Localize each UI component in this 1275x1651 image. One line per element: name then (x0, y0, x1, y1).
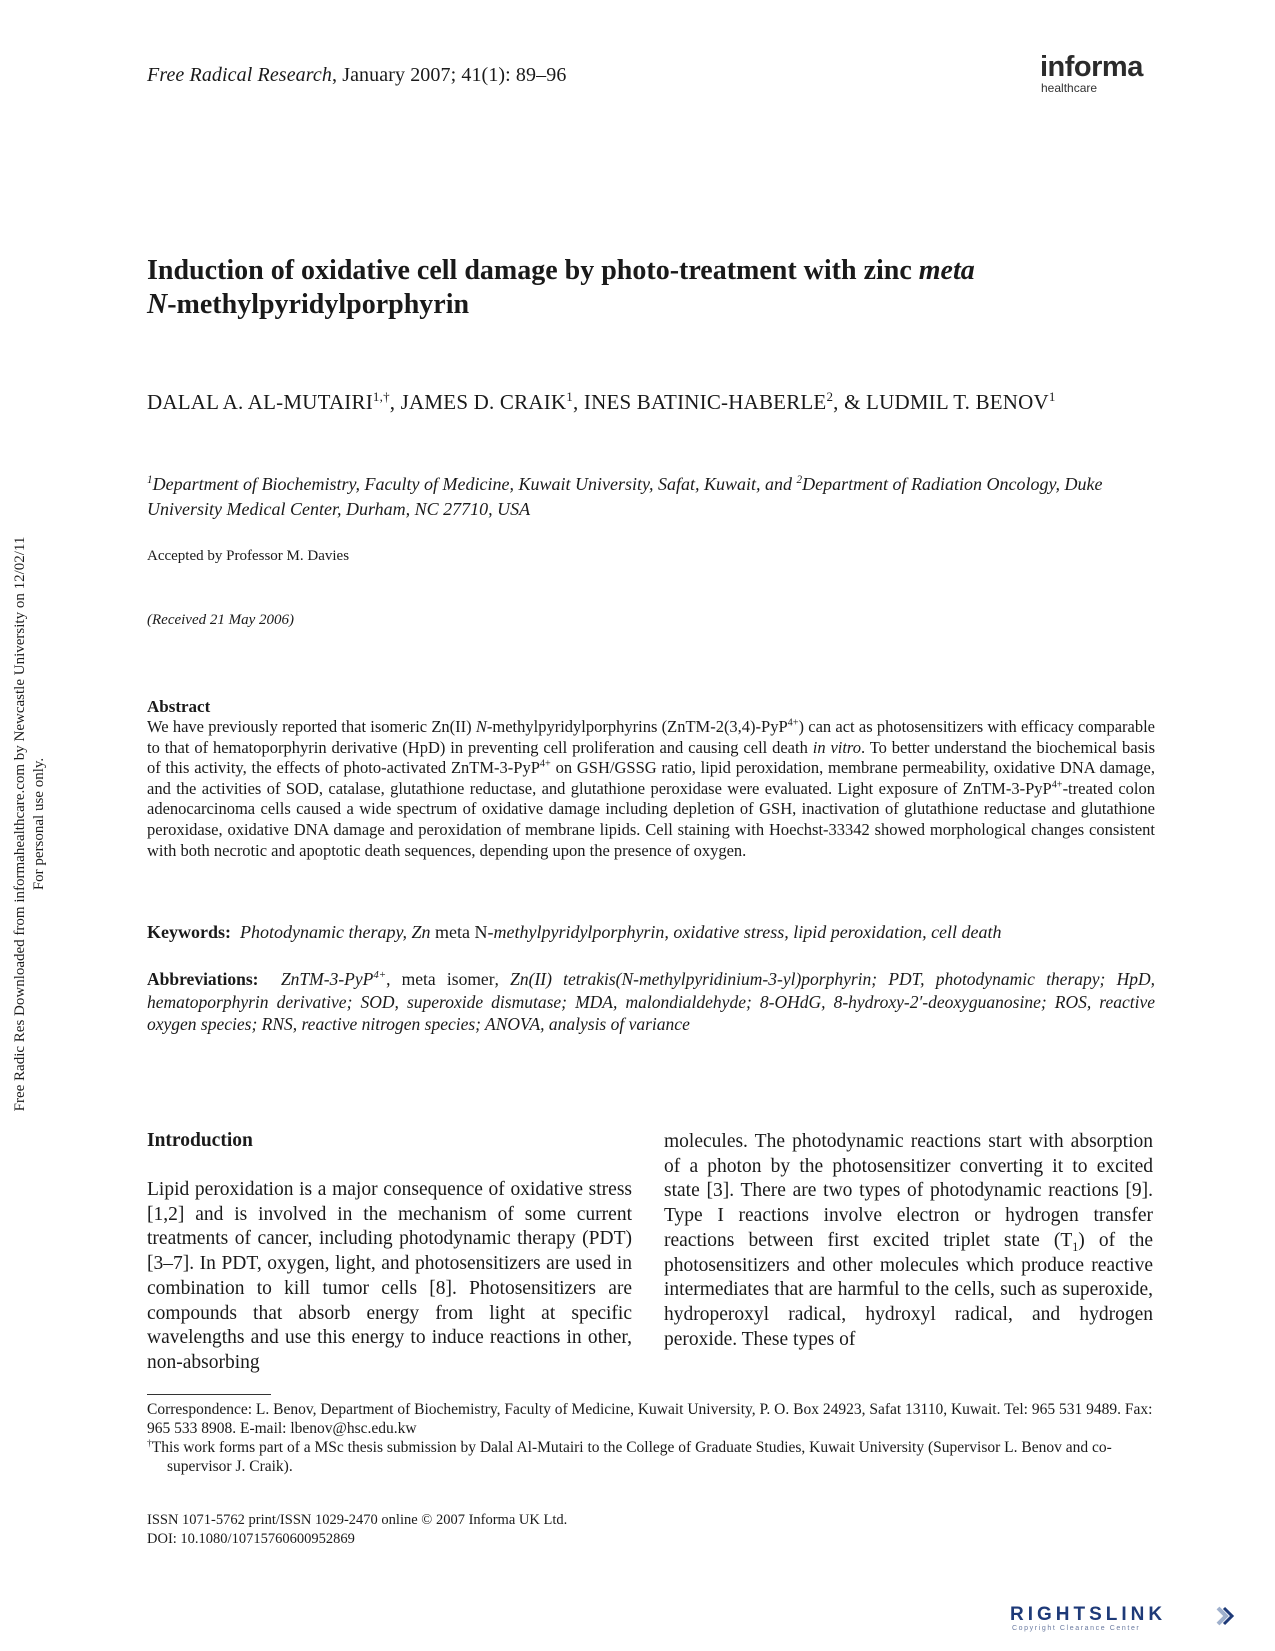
title-meta: meta (918, 255, 975, 286)
author-3-sup: 2 (826, 389, 834, 404)
keywords (147, 921, 1155, 943)
affil-2: Department of Radiation Oncology, Duke University Medical Center, Durham, NC 27710, USA (147, 474, 1103, 519)
download-watermark (0, 0, 47, 1112)
author-1: DALAL A. AL-MUTAIRI (147, 390, 373, 414)
keywords-text-2: meta N- (430, 922, 494, 942)
abstract-text-1: We have previously reported that isomeric Zn(II) (147, 717, 476, 736)
abstract-text-6: -treated colon adenocarcinoma cells caused a wide spectrum of oxidative damage including depletion of GSH, inactivation of glutathione reductase and glutathione peroxidase, oxidative DNA damage and peroxidation of membrane lipids. Cell staining with Hoechst-33342 showed morphological changes consistent with both necrotic and apoptotic death sequences, depending upon the presence of oxygen. (147, 778, 1155, 860)
correspondence-note: Correspondence: L. Benov, Department of Biochemistry, Faculty of Medicine, Kuwait University, P. O. Box 24923, Safat 13110, Kuwait. Tel: 965 531 9489. Fax: 965 533 8908. E-mail: lbenov@hsc.edu.kw (147, 1401, 1153, 1437)
abstract-in-vitro: in vitro (812, 737, 861, 757)
rightslink-word: RIGHTSLINK (1010, 1604, 1167, 1625)
dagger-mark: † (147, 1437, 152, 1449)
journal-citation (147, 64, 566, 87)
author-2: , JAMES D. CRAIK (389, 390, 567, 414)
publisher-logo (1040, 52, 1160, 95)
abstract-text-5: on GSH/GSSG ratio, lipid peroxidation, membrane permeability, oxidative DNA damage, and the activities of SOD, catalase, glutathione reductase, and glutathione peroxidase were evaluated. Light exposure of ZnTM-3-PyP (147, 758, 1155, 798)
keywords-label: Keywords: (147, 922, 231, 942)
title-text-2: -methylpyridylporphyrin (167, 289, 470, 320)
intro-right-text-2: ) of the photosensitizers and other molecules which produce reactive intermediates that are harmful to the cells, such as superoxide, hydroperoxyl radical, hydroxyl radical, and hydrogen peroxide. These types of (664, 1229, 1153, 1350)
author-list (147, 388, 1157, 416)
author-2-sup: 1 (566, 389, 573, 404)
title-n: N (147, 289, 168, 320)
rightslink-badge[interactable] (1010, 1602, 1250, 1630)
author-4: , & LUDMIL T. BENOV (833, 390, 1049, 414)
abstract-text-2: -methylpyridylporphyrins (ZnTM-2(3,4)-PyP (486, 717, 788, 736)
keywords-text-3: methylpyridylporphyrin, oxidative stress, lipid peroxidation, cell death (493, 922, 1002, 942)
logo-word: informa (1040, 51, 1143, 83)
abstract-sup-2: 4+ (539, 758, 551, 770)
intro-right-sub: 1 (1072, 1239, 1079, 1254)
abstract-body (147, 717, 1155, 861)
abbr-sup: 4+ (373, 969, 387, 982)
affil-sup-1: 1 (147, 474, 153, 486)
author-4-sup: 1 (1048, 389, 1056, 404)
introduction-left-column: Lipid peroxidation is a major consequence of oxidative stress [1,2] and is involved in the mechanism of some current treatments of cancer, including photodynamic therapy (PDT) [3–7]. In PDT, oxygen, light, and photosensitizers are used in combination to kill tumor cells [8]. Photosensitizers are compounds that absorb energy from light at specific wavelengths and use this energy to induce reactions in other, non-absorbing (147, 1179, 632, 1373)
received-date: (Received 21 May 2006) (147, 612, 295, 628)
rightslink-sub: Copyright Clearance Center (1012, 1625, 1141, 1632)
thesis-note (147, 1438, 1155, 1476)
abstract-text-3: ) can act as photosensitizers with efficacy comparable to that of hematoporphyrin derivative (HpD) in preventing cell proliferation and causing cell death (147, 717, 1155, 757)
journal-issue: , January 2007; 41(1): 89–96 (332, 64, 567, 86)
issn-block (147, 1511, 567, 1548)
abbr-text-2: , meta isomer (386, 969, 495, 989)
logo-sub: healthcare (1041, 81, 1098, 95)
footnote-rule (147, 1394, 271, 1395)
footnotes (147, 1400, 1155, 1476)
accepted-by: Accepted by Professor M. Davies (147, 548, 350, 564)
abbreviations (147, 968, 1155, 1036)
introduction-right-column (664, 1130, 1153, 1352)
affiliations (147, 472, 1157, 522)
issn-line: ISSN 1071-5762 print/ISSN 1029-2470 online © 2007 Informa UK Ltd. (147, 1512, 568, 1528)
abbreviations-label: Abbreviations: (147, 969, 259, 989)
intro-right-text-1: molecules. The photodynamic reactions start with absorption of a photon by the photosensitizer converting it to excited state [3]. There are two types of photodynamic reactions [9]. Type I reactions involve electron or hydrogen transfer reactions between first excited triplet state (T (664, 1131, 1153, 1251)
title-text-1: Induction of oxidative cell damage by photo-treatment with zinc (147, 255, 919, 286)
watermark-line-2: For personal use only. (31, 757, 47, 891)
article-title (147, 254, 1147, 322)
author-1-sup: 1,† (372, 389, 390, 404)
affil-1: Department of Biochemistry, Faculty of Medicine, Kuwait University, Safat, Kuwait, and (152, 474, 797, 494)
abstract-sup-3: 4+ (1051, 779, 1063, 791)
abstract-sup-1: 4+ (787, 717, 799, 729)
rightslink-arrow-icon (1214, 1605, 1236, 1627)
journal-name: Free Radical Research (147, 64, 332, 86)
affil-sup-2: 2 (796, 474, 803, 486)
abstract-text-4: . To better understand the biochemical basis of this activity, the effects of photo-activated ZnTM-3-PyP (147, 737, 1156, 778)
thesis-note-text: This work forms part of a MSc thesis submission by Dalal Al-Mutairi to the College of Graduate Studies, Kuwait University (Supervisor L. Benov and co-supervisor J. Craik). (151, 1439, 1112, 1475)
keywords-text-1: Photodynamic therapy, Zn (240, 922, 431, 942)
introduction-heading: Introduction (147, 1130, 253, 1151)
watermark-line-1: Free Radic Res Downloaded from informahealthcare.com by Newcastle University on 12/02/11 (12, 536, 28, 1112)
abstract-n: N (475, 717, 487, 736)
author-3: , INES BATINIC-HABERLE (572, 390, 827, 414)
doi-line: DOI: 10.1080/10715760600952869 (147, 1530, 355, 1547)
abbr-text-3: , Zn(II) tetrakis(N-methylpyridinium-3-yl)porphyrin; PDT, photodynamic therapy; HpD, hematoporphyrin derivative; SOD, superoxide dismutase; MDA, malondialdehyde; 8-OHdG, 8-hydroxy-2′-deoxyguanosine; ROS, reactive oxygen species; RNS, reactive nitrogen species; ANOVA, analysis of variance (147, 969, 1155, 1034)
abstract-heading: Abstract (147, 697, 211, 716)
abbr-text-1: ZnTM-3-PyP (280, 969, 374, 989)
